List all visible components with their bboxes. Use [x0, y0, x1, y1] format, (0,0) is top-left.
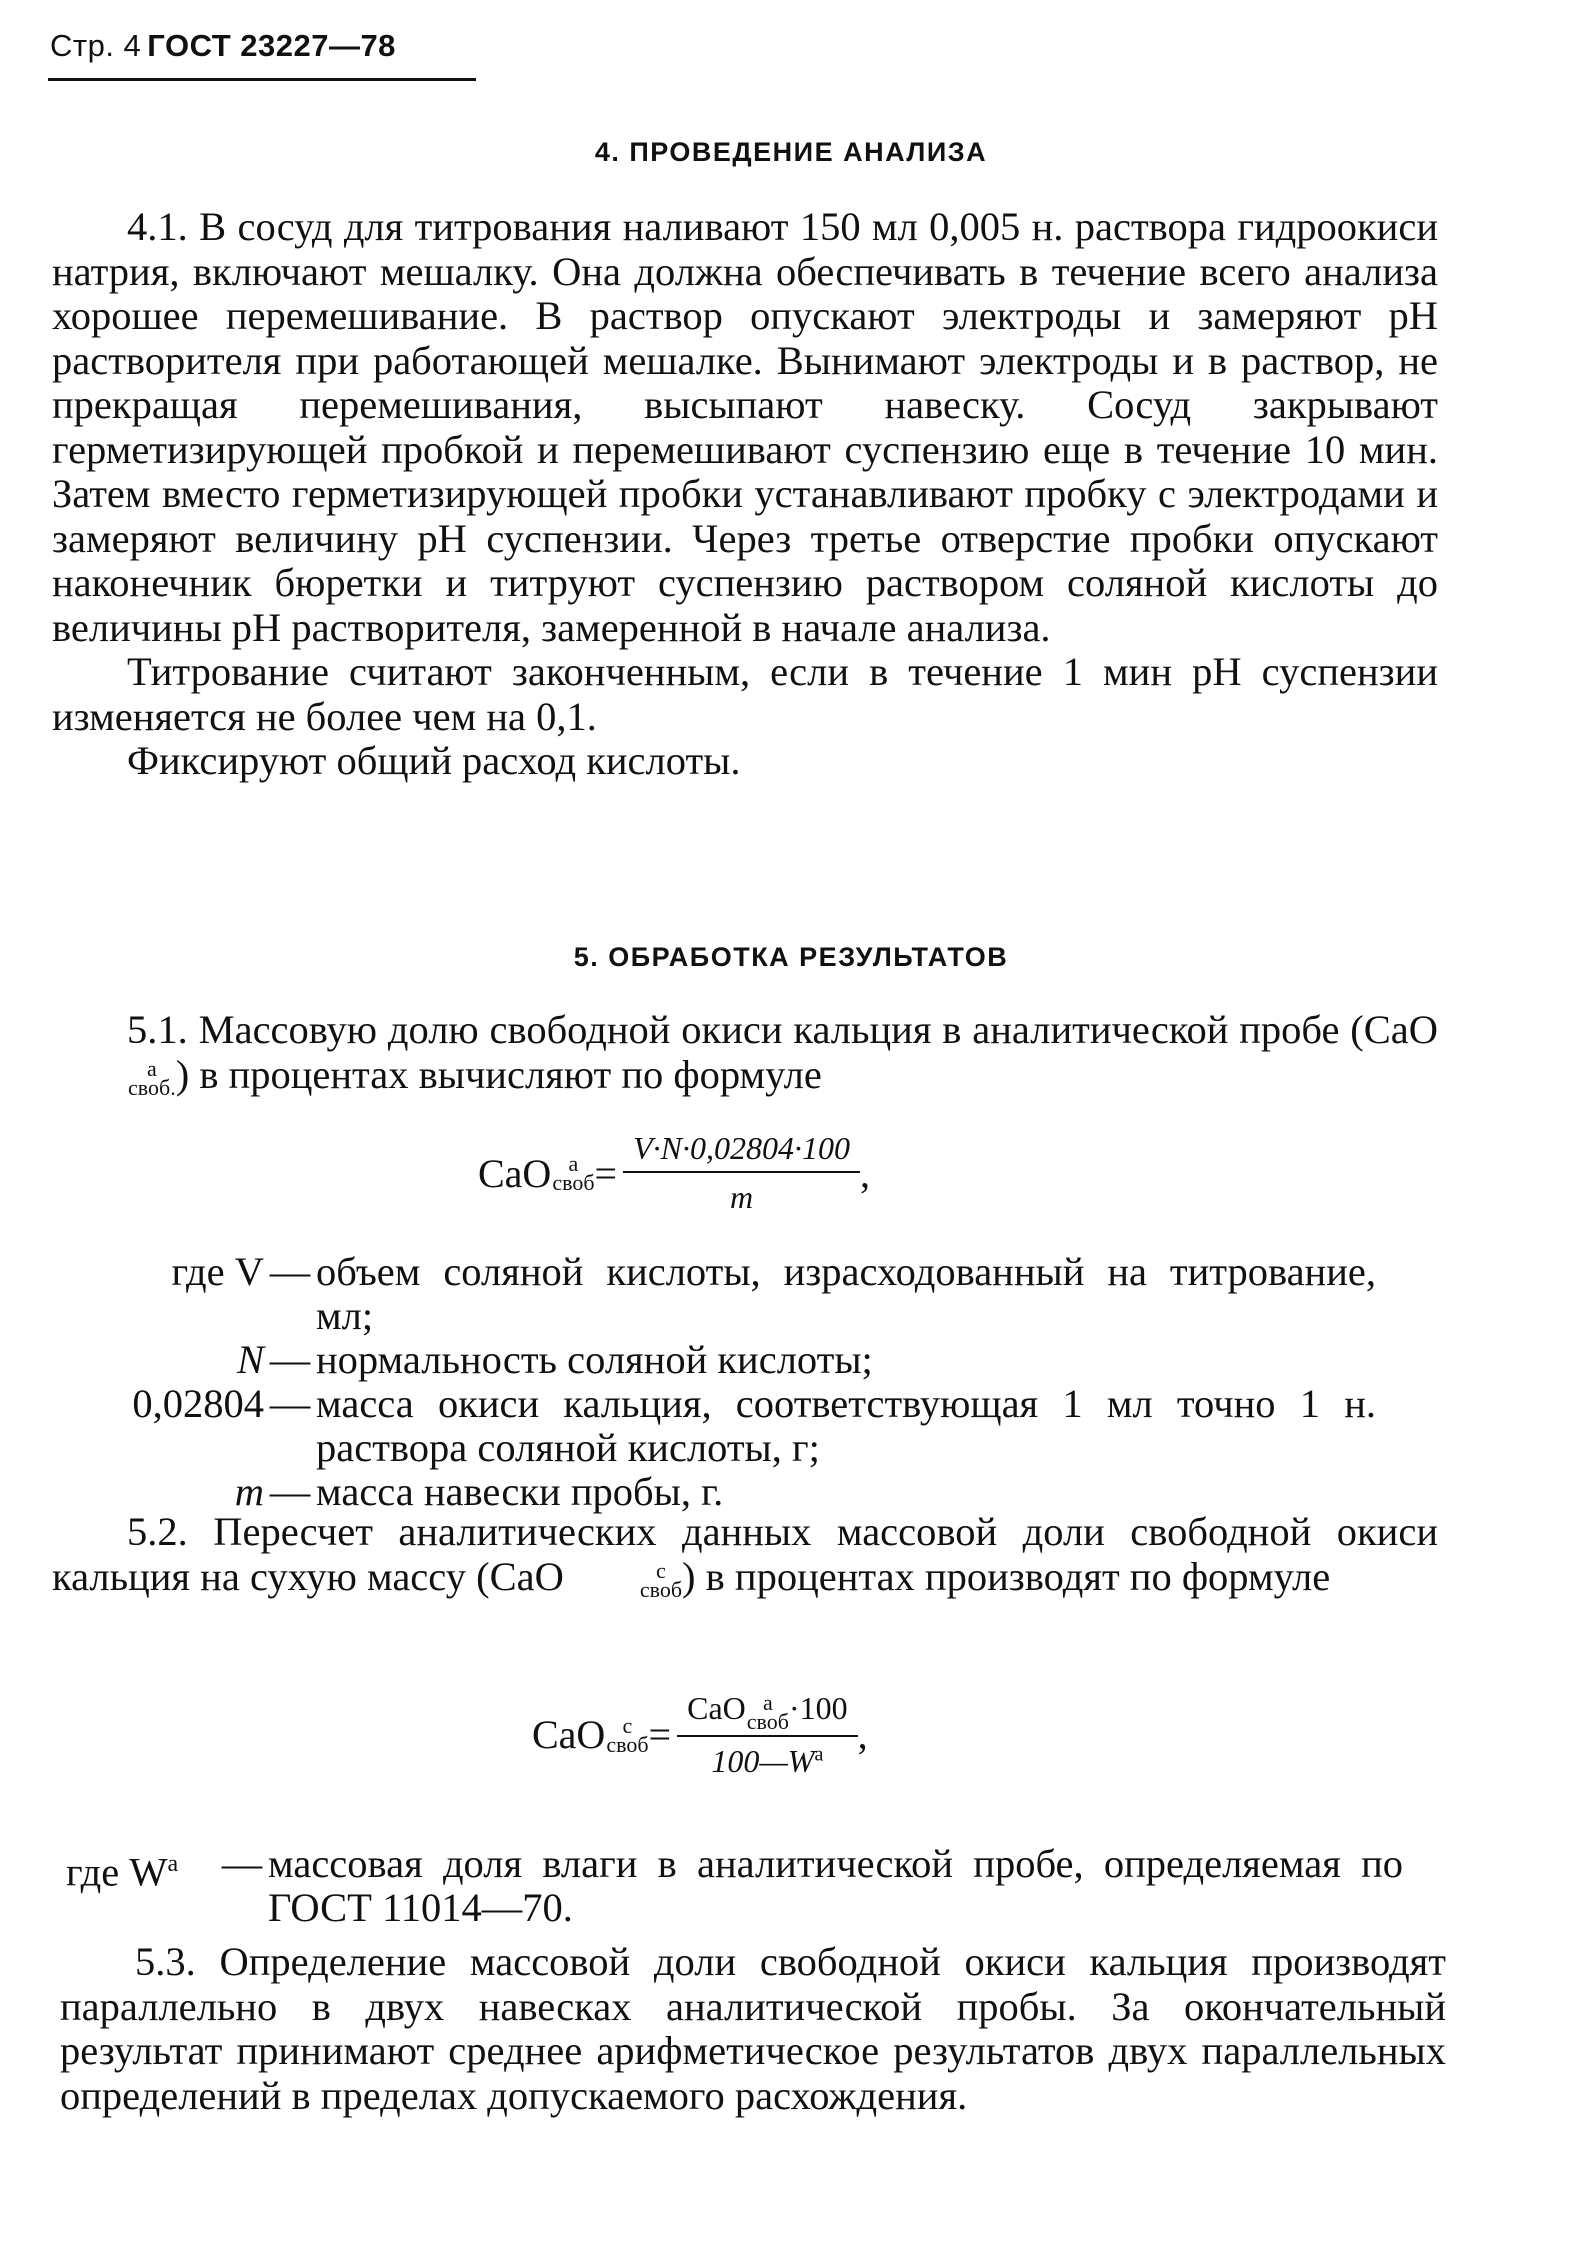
definition-text: массовая доля влаги в аналитической пробе, определяемая по ГОСТ 11014—70.: [268, 1841, 1403, 1930]
formula-1-denominator: m: [729, 1179, 754, 1215]
section-4-heading: 4. ПРОВЕДЕНИЕ АНАЛИЗА: [594, 137, 988, 167]
numerator-sup: a: [762, 1689, 773, 1715]
formula-1-fraction: [623, 1130, 860, 1216]
formula-2-equals: =: [648, 1712, 672, 1758]
definition-text: масса навески пробы, г.: [316, 1469, 724, 1514]
paragraph-4-1-completion: Титрование считают законченным, если в течение 1 мин pH суспензии изменяется не более чем на 0,1.: [52, 649, 1438, 739]
definition-dash: —: [269, 1469, 311, 1514]
paragraph-5-1: [52, 1007, 1438, 1101]
definition-symbol: N: [236, 1337, 264, 1382]
formula-1-lhs-index: [552, 1151, 595, 1195]
standard-number: ГОСТ 23227—78: [147, 28, 396, 63]
running-header: [50, 28, 396, 64]
formula-2-lhs-index: [606, 1712, 649, 1757]
definition-dash: —: [269, 1381, 311, 1426]
paragraph-5-3: 5.3. Определение массовой доли свободной окиси кальция производят параллельно в двух навесках аналитической пробы. За окончательный результат принимают среднее арифметическое результатов двух параллельных определений в пределах допускаемого расхождения.: [60, 1939, 1446, 2118]
paragraph-5-1-tail: ) в процентах вычисляют по формуле: [175, 1051, 822, 1097]
paragraph-4-1: 4.1. В сосуд для титрования наливают 150 мл 0,005 н. раствора гидроокиси натрия, включают мешалку. Она должна обеспечивать в течение всего анализа хорошее перемешивание. В раствор опускают электроды и замеряют pH растворителя при работающей мешалке. Вынимают электроды и в раствор, не прекращая перемешивания, высыпают навеску. Сосуд закрывают герметизирующей пробкой и перемешивают суспензию еще в течение 10 мин. Затем вместо герметизирующей пробки устанавливают пробку с электродами и замеряют величину pH суспензии. Через третье отверстие пробки опускают наконечник бюретки и титруют суспензию раствором соляной кислоты до величины pH растворителя, замеренной в начале анализа.: [52, 204, 1438, 650]
definition-dash: —: [269, 1337, 311, 1382]
paragraph-4-1-record: Фиксируют общий расход кислоты.: [127, 738, 741, 783]
numerator-index: [746, 1689, 789, 1734]
paragraph-5-2: [52, 1509, 1438, 1603]
paragraph-5-2-lead: 5.2. Пересчет аналитических данных массовой доли свободной окиси кальция на сухую массу (CaO: [52, 1509, 1438, 1599]
formula-free-cao-analytical: [478, 1130, 870, 1216]
index-sub: своб: [639, 1577, 683, 1603]
paragraph-5-2-tail: ) в процентах производят по формуле: [682, 1553, 1331, 1599]
lhs-sup: c: [622, 1712, 633, 1738]
header-rule: [48, 78, 476, 81]
numerator-tail: ·100: [788, 1690, 848, 1726]
definition-text: объем соляной кислоты, израсходованный на титрование, мл;: [316, 1249, 1376, 1338]
definition-symbol: 0,02804: [132, 1381, 264, 1426]
index-sup: c: [656, 1558, 666, 1584]
definition-symbol-base: где W: [66, 1849, 168, 1895]
formula-1-lhs: CaO: [478, 1150, 552, 1196]
index-sup: a: [146, 1056, 157, 1082]
formula-1-numerator: V·N·0,02804·100: [623, 1130, 860, 1173]
paragraph-5-2-index: [565, 1558, 683, 1603]
lhs-sup: a: [568, 1151, 579, 1176]
index-sub: своб.: [128, 1075, 176, 1101]
section-4-body: [52, 205, 1438, 784]
formula-2-definitions: [66, 1842, 1466, 1930]
formula-2-lhs: CaO: [532, 1712, 606, 1758]
formula-1-equals: =: [594, 1150, 618, 1196]
formula-free-cao-dry: [532, 1690, 868, 1780]
numerator-sub: своб: [746, 1708, 789, 1734]
page-label: Стр. 4: [50, 28, 142, 63]
definition-text: масса окиси кальция, соответствующая 1 мл точно 1 н. раствора соляной кислоты, г;: [316, 1381, 1376, 1470]
definition-row: [48, 1250, 1448, 1338]
section-5-heading: 5. ОБРАБОТКА РЕЗУЛЬТАТОВ: [573, 942, 1009, 972]
definition-row: [48, 1338, 1448, 1382]
formula-2-numerator: [677, 1690, 858, 1737]
formula-2-fraction: [677, 1690, 858, 1780]
definition-dash: —: [221, 1841, 263, 1886]
formula-1-comma: ,: [859, 1150, 870, 1196]
denominator-base: 100—W: [711, 1742, 815, 1779]
definition-dash: —: [269, 1249, 311, 1294]
definition-row: [48, 1470, 1448, 1514]
lhs-sub: своб: [606, 1731, 649, 1757]
definition-symbol: где V: [171, 1249, 264, 1294]
formula-2-denominator: [711, 1737, 823, 1780]
definition-symbol-sup: a: [167, 1851, 179, 1877]
paragraph-5-1-lead: 5.1. Массовую долю свободной окиси кальция в аналитической пробе (CaO: [127, 1007, 1438, 1052]
denominator-sup: a: [814, 1743, 824, 1765]
paragraph-5-1-index: [53, 1056, 176, 1101]
definition-symbol: m: [234, 1469, 264, 1514]
formula-1-definitions: [48, 1250, 1448, 1514]
definition-symbol: [66, 1842, 216, 1895]
formula-2-comma: ,: [857, 1712, 868, 1758]
numerator-base: CaO: [687, 1690, 746, 1726]
definition-text: нормальность соляной кислоты;: [316, 1337, 873, 1382]
definition-row: [66, 1842, 1466, 1930]
lhs-sub: своб: [552, 1170, 595, 1195]
definition-row: [48, 1382, 1448, 1470]
